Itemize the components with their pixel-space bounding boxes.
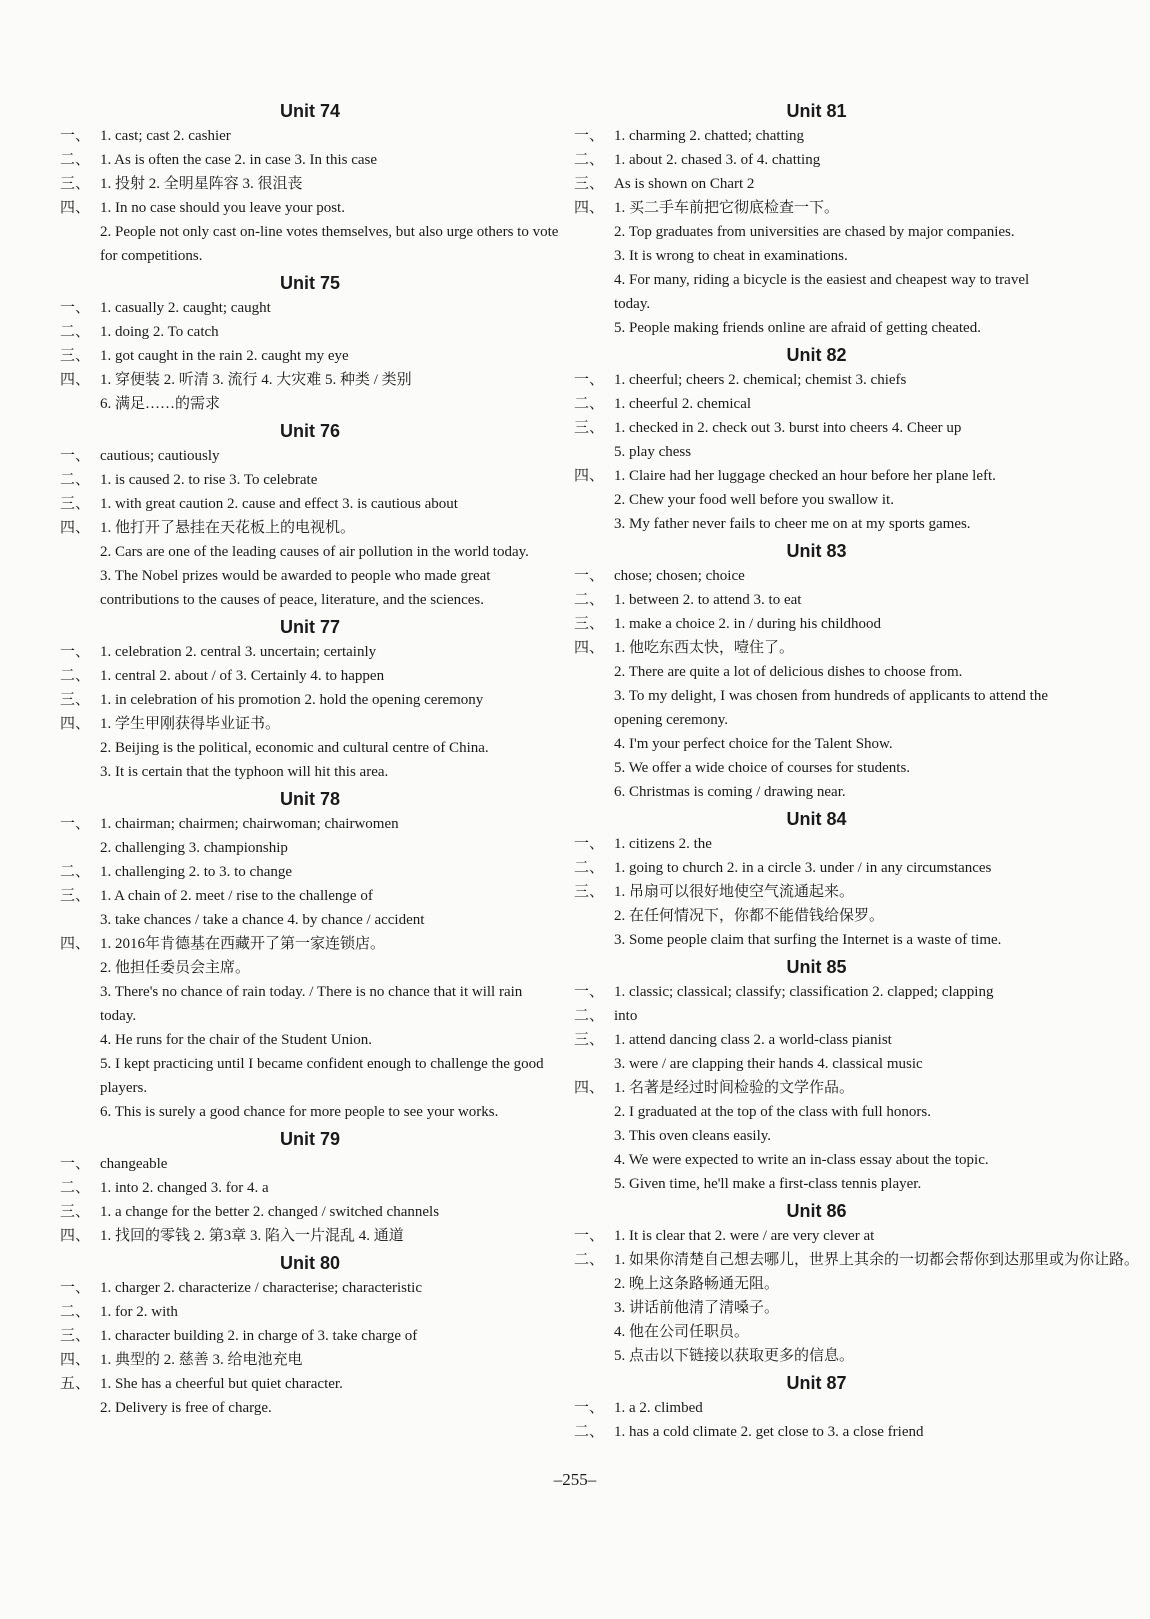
answer-line	[574, 780, 1059, 804]
answer-text: 5. People making friends online are afraid of getting cheated.	[614, 320, 981, 336]
section-number: 五、	[60, 1376, 91, 1392]
answer-line	[60, 468, 560, 492]
answer-line	[574, 416, 1059, 440]
answer-text: 1. cheerful; cheers 2. chemical; chemist 3. chiefs	[614, 372, 907, 388]
answer-line	[60, 664, 560, 688]
answer-line	[574, 464, 1059, 488]
answer-line	[574, 856, 1059, 880]
answer-text: 2. 晚上这条路畅通无阻。	[614, 1276, 780, 1292]
answer-text: 2. Delivery is free of charge.	[100, 1400, 272, 1416]
answer-text: 1. A chain of 2. meet / rise to the challenge of	[100, 888, 373, 904]
left-column	[60, 96, 560, 1420]
answer-line	[574, 368, 1059, 392]
answer-text: 3. It is certain that the typhoon will hit this area.	[100, 764, 389, 780]
answer-text: 2. Chew your food well before you swallow it.	[614, 492, 894, 508]
answer-line	[60, 368, 560, 392]
answer-text: 1. about 2. chased 3. of 4. chatting	[614, 152, 821, 168]
answer-text: 1. 如果你清楚自己想去哪儿，世界上其余的一切都会帮你到达那里或为你让路。	[614, 1252, 1140, 1268]
answer-text: 4. For many, riding a bicycle is the easiest and cheapest way to travel today.	[614, 272, 1030, 312]
answer-line	[574, 1028, 1059, 1052]
answer-line	[60, 1348, 560, 1372]
answer-text: 1. 吊扇可以很好地使空气流通起来。	[614, 884, 855, 900]
answer-line	[574, 980, 1059, 1004]
section-number: 三、	[60, 176, 91, 192]
answer-line	[574, 1224, 1059, 1248]
section-number: 二、	[60, 668, 91, 684]
answer-line	[574, 660, 1059, 684]
answer-text: 1. 他吃东西太快，噎住了。	[614, 640, 795, 656]
section-number: 一、	[574, 984, 605, 1000]
answer-line	[574, 732, 1059, 756]
answer-line	[60, 392, 560, 416]
answer-text: 1. It is clear that 2. were / are very clever at	[614, 1228, 875, 1244]
answer-line	[60, 980, 560, 1028]
answer-text: 1. She has a cheerful but quiet character.	[100, 1376, 343, 1392]
answer-text: chose; chosen; choice	[614, 568, 745, 584]
answer-text: 2. People not only cast on-line votes themselves, but also urge others to vote for competitions.	[100, 224, 559, 264]
answer-line	[574, 832, 1059, 856]
answer-text: 1. has a cold climate 2. get close to 3. a close friend	[614, 1424, 924, 1440]
answer-text: 3. take chances / take a chance 4. by chance / accident	[100, 912, 425, 928]
answer-text: 1. doing 2. To catch	[100, 324, 219, 340]
section-number: 一、	[574, 372, 605, 388]
answer-text: 2. There are quite a lot of delicious dishes to choose from.	[614, 664, 963, 680]
answer-text: 3. 讲话前他清了清嗓子。	[614, 1300, 780, 1316]
answer-line	[60, 444, 560, 468]
answer-line	[60, 196, 560, 220]
section-number: 二、	[574, 1424, 605, 1440]
answer-line	[60, 1324, 560, 1348]
unit-title: Unit 85	[786, 957, 847, 977]
answer-text: 1. charming 2. chatted; chatting	[614, 128, 804, 144]
unit-title: Unit 78	[279, 789, 340, 809]
answer-text: As is shown on Chart 2	[614, 176, 755, 192]
answer-line	[574, 1344, 1059, 1368]
section-number: 一、	[60, 300, 91, 316]
section-number: 三、	[574, 420, 605, 436]
unit-title: Unit 82	[786, 345, 847, 365]
answer-line	[60, 540, 560, 564]
answer-line	[574, 684, 1059, 732]
answer-text: 1. for 2. with	[100, 1304, 178, 1320]
section-number: 一、	[574, 568, 605, 584]
answer-text: 2. challenging 3. championship	[100, 840, 288, 856]
answer-text: 4. 他在公司任职员。	[614, 1324, 750, 1340]
section-number: 四、	[574, 200, 605, 216]
answer-line	[574, 392, 1059, 416]
section-number: 二、	[574, 1252, 605, 1268]
answer-line	[60, 688, 560, 712]
answer-text: 1. make a choice 2. in / during his childhood	[614, 616, 882, 632]
answer-text: 4. I'm your perfect choice for the Talent Show.	[614, 736, 893, 752]
answer-line	[60, 172, 560, 196]
answer-text: 4. He runs for the chair of the Student Union.	[100, 1032, 373, 1048]
answer-text: 5. We offer a wide choice of courses for students.	[614, 760, 911, 776]
answer-line	[574, 928, 1059, 952]
answer-text: 3. Some people claim that surfing the Internet is a waste of time.	[614, 932, 1002, 948]
answer-text: 2. Cars are one of the leading causes of air pollution in the world today.	[100, 544, 529, 560]
answer-line	[60, 1100, 560, 1124]
section-number: 二、	[60, 1180, 91, 1196]
answer-line	[574, 268, 1059, 316]
answer-line	[574, 1248, 1140, 1272]
answer-line	[60, 836, 560, 860]
answer-line	[574, 904, 1059, 928]
answer-text: 3. To my delight, I was chosen from hundreds of applicants to attend the opening ceremony.	[614, 688, 1048, 728]
answer-line	[60, 1396, 560, 1420]
answer-line	[574, 196, 1059, 220]
answer-line	[574, 588, 1059, 612]
answer-text: 1. In no case should you leave your post.	[100, 200, 345, 216]
section-number: 四、	[60, 200, 91, 216]
answer-line	[574, 880, 1059, 904]
answer-line	[60, 1300, 560, 1324]
unit-title: Unit 80	[279, 1253, 340, 1273]
answer-text: 1. 穿便装 2. 听清 3. 流行 4. 大灾难 5. 种类 / 类别	[100, 372, 412, 388]
section-number: 二、	[574, 1008, 605, 1024]
answer-text: 1. attend dancing class 2. a world-class pianist	[614, 1032, 892, 1048]
section-number: 三、	[574, 176, 605, 192]
section-number: 一、	[574, 1400, 605, 1416]
answer-line	[60, 908, 560, 932]
answer-line	[574, 1148, 1059, 1172]
section-number: 二、	[574, 152, 605, 168]
answer-text: 5. Given time, he'll make a first-class tennis player.	[614, 1176, 922, 1192]
section-number: 三、	[60, 692, 91, 708]
unit-title: Unit 84	[786, 809, 847, 829]
answer-line	[60, 1276, 560, 1300]
section-number: 三、	[60, 1328, 91, 1344]
answer-text: 1. 他打开了悬挂在天花板上的电视机。	[100, 520, 356, 536]
answer-line	[60, 956, 560, 980]
answer-line	[574, 512, 1059, 536]
unit-title: Unit 87	[786, 1373, 847, 1393]
section-number: 二、	[574, 592, 605, 608]
answer-text: 1. As is often the case 2. in case 3. In this case	[100, 152, 378, 168]
answer-line	[574, 1172, 1059, 1196]
answer-text: 1. Claire had her luggage checked an hour before her plane left.	[614, 468, 996, 484]
answer-text: 1. into 2. changed 3. for 4. a	[100, 1180, 269, 1196]
answer-text: 1. with great caution 2. cause and effect 3. is cautious about	[100, 496, 458, 512]
answer-text: 2. 他担任委员会主席。	[100, 960, 251, 976]
answer-line	[574, 1396, 1059, 1420]
answer-text: 2. Beijing is the political, economic and cultural centre of China.	[100, 740, 489, 756]
answer-text: 1. challenging 2. to 3. to change	[100, 864, 293, 880]
answer-line	[574, 564, 1059, 588]
answer-text: 1. 典型的 2. 慈善 3. 给电池充电	[100, 1352, 303, 1368]
answer-text: 5. play chess	[614, 444, 692, 460]
answer-line	[574, 440, 1059, 464]
answer-text: 1. going to church 2. in a circle 3. under / in any circumstances	[614, 860, 992, 876]
answer-text: 1. charger 2. characterize / characterise; characteristic	[100, 1280, 423, 1296]
unit-title: Unit 77	[279, 617, 340, 637]
answer-line	[60, 1176, 560, 1200]
section-number: 一、	[574, 128, 605, 144]
answer-line	[574, 172, 1059, 196]
answer-line	[60, 516, 560, 540]
answer-text: 1. got caught in the rain 2. caught my eye	[100, 348, 349, 364]
answer-line	[574, 1272, 1059, 1296]
answer-text: 1. 买二手车前把它彻底检查一下。	[614, 200, 840, 216]
section-number: 三、	[60, 496, 91, 512]
section-number: 二、	[574, 860, 605, 876]
section-number: 三、	[574, 1032, 605, 1048]
section-number: 三、	[574, 884, 605, 900]
answer-line	[574, 148, 1059, 172]
answer-line	[574, 1420, 1059, 1444]
section-number: 三、	[60, 348, 91, 364]
unit-title: Unit 83	[786, 541, 847, 561]
answer-text: changeable	[100, 1156, 168, 1172]
answer-line	[60, 320, 560, 344]
section-number: 四、	[60, 1352, 91, 1368]
answer-text: 2. I graduated at the top of the class with full honors.	[614, 1104, 932, 1120]
answer-line	[60, 344, 560, 368]
answer-text: 1. 找回的零钱 2. 第3章 3. 陷入一片混乱 4. 通道	[100, 1228, 404, 1244]
answer-text: 1. central 2. about / of 3. Certainly 4. to happen	[100, 668, 385, 684]
section-number: 一、	[574, 836, 605, 852]
section-number: 一、	[60, 816, 91, 832]
answer-text: 3. My father never fails to cheer me on at my sports games.	[614, 516, 971, 532]
section-number: 四、	[574, 640, 605, 656]
answer-text: 4. We were expected to write an in-class essay about the topic.	[614, 1152, 989, 1168]
answer-line	[574, 1052, 1059, 1076]
page-number: –255–	[553, 1470, 597, 1489]
answer-text: 1. 投射 2. 全明星阵容 3. 很沮丧	[100, 176, 303, 192]
section-number: 一、	[60, 448, 91, 464]
section-number: 四、	[60, 1228, 91, 1244]
answer-line	[574, 488, 1059, 512]
answer-text: 1. is caused 2. to rise 3. To celebrate	[100, 472, 318, 488]
section-number: 二、	[60, 864, 91, 880]
answer-text: 3. This oven cleans easily.	[614, 1128, 772, 1144]
answer-line	[574, 1296, 1059, 1320]
section-number: 一、	[60, 128, 91, 144]
unit-title: Unit 86	[786, 1201, 847, 1221]
answer-text: 6. Christmas is coming / drawing near.	[614, 784, 846, 800]
unit-title: Unit 74	[279, 101, 340, 121]
answer-line	[60, 564, 560, 612]
answer-line	[60, 124, 560, 148]
section-number: 四、	[574, 1080, 605, 1096]
answer-line	[574, 220, 1059, 244]
answer-text: 1. checked in 2. check out 3. burst into cheers 4. Cheer up	[614, 420, 962, 436]
answer-text: 2. Top graduates from universities are chased by major companies.	[614, 224, 1015, 240]
answer-line	[60, 148, 560, 172]
answer-line	[574, 756, 1059, 780]
answer-text: 1. 名著是经过时间检验的文学作品。	[614, 1080, 855, 1096]
answer-text: 1. cast; cast 2. cashier	[100, 128, 231, 144]
answer-text: 3. The Nobel prizes would be awarded to people who made great contributions to the causes of peace, literature, and the sciences.	[100, 568, 491, 608]
answer-text: 1. casually 2. caught; caught	[100, 300, 271, 316]
answer-text: 5. 点击以下链接以获取更多的信息。	[614, 1348, 855, 1364]
answer-text: 1. chairman; chairmen; chairwoman; chairwomen	[100, 816, 399, 832]
answer-line	[60, 492, 560, 516]
answer-line	[574, 124, 1059, 148]
answer-text: 1. citizens 2. the	[614, 836, 712, 852]
answer-text: 2. 在任何情况下，你都不能借钱给保罗。	[614, 908, 885, 924]
answer-line	[60, 760, 560, 784]
right-column	[574, 96, 1140, 1444]
answer-line	[574, 244, 1059, 268]
answer-text: 1. cheerful 2. chemical	[614, 396, 752, 412]
answer-text: 1. in celebration of his promotion 2. hold the opening ceremony	[100, 692, 484, 708]
answer-text: into	[614, 1008, 638, 1024]
answer-line	[60, 640, 560, 664]
answer-line	[574, 1320, 1059, 1344]
answer-line	[60, 220, 560, 268]
answer-text: 1. celebration 2. central 3. uncertain; certainly	[100, 644, 377, 660]
section-number: 三、	[574, 616, 605, 632]
answer-line	[60, 1052, 560, 1100]
section-number: 一、	[60, 1156, 91, 1172]
answer-line	[60, 712, 560, 736]
answer-text: 1. a 2. climbed	[614, 1400, 703, 1416]
answer-text: 3. were / are clapping their hands 4. classical music	[614, 1056, 923, 1072]
answer-line	[574, 612, 1059, 636]
unit-title: Unit 79	[279, 1129, 340, 1149]
answer-text: 1. a change for the better 2. changed / switched channels	[100, 1204, 440, 1220]
section-number: 四、	[60, 716, 91, 732]
answer-line	[60, 296, 560, 320]
answer-text: 1. character building 2. in charge of 3. take charge of	[100, 1328, 418, 1344]
answer-text: 1. 学生甲刚获得毕业证书。	[100, 716, 281, 732]
section-number: 三、	[60, 888, 91, 904]
section-number: 四、	[60, 520, 91, 536]
section-number: 二、	[574, 396, 605, 412]
unit-title: Unit 76	[279, 421, 340, 441]
answer-text: 3. There's no chance of rain today. / There is no chance that it will rain today.	[100, 984, 523, 1024]
unit-title: Unit 75	[279, 273, 340, 293]
answer-line	[60, 884, 560, 908]
answer-line	[60, 1152, 560, 1176]
answer-line	[574, 316, 1059, 340]
answer-line	[60, 1200, 560, 1224]
answer-line	[60, 932, 560, 956]
section-number: 一、	[574, 1228, 605, 1244]
answer-line	[60, 1028, 560, 1052]
answer-line	[574, 636, 1059, 660]
section-number: 三、	[60, 1204, 91, 1220]
answer-text: 1. between 2. to attend 3. to eat	[614, 592, 802, 608]
answer-line	[60, 812, 560, 836]
section-number: 二、	[60, 324, 91, 340]
answer-text: 3. It is wrong to cheat in examinations.	[614, 248, 848, 264]
answer-line	[60, 860, 560, 884]
section-number: 二、	[60, 152, 91, 168]
answer-line	[574, 1076, 1059, 1100]
answer-text: cautious; cautiously	[100, 448, 220, 464]
section-number: 一、	[60, 644, 91, 660]
answer-text: 1. 2016年肯德基在西藏开了第一家连锁店。	[100, 936, 386, 952]
answer-line	[574, 1100, 1059, 1124]
section-number: 一、	[60, 1280, 91, 1296]
answer-text: 6. This is surely a good chance for more people to see your works.	[100, 1104, 499, 1120]
answer-line	[60, 1372, 560, 1396]
answer-line	[574, 1004, 1059, 1028]
section-number: 四、	[574, 468, 605, 484]
answer-line	[574, 1124, 1059, 1148]
section-number: 四、	[60, 936, 91, 952]
section-number: 二、	[60, 1304, 91, 1320]
answer-text: 6. 满足……的需求	[100, 396, 221, 412]
answer-line	[60, 736, 560, 760]
section-number: 四、	[60, 372, 91, 388]
answer-line	[60, 1224, 560, 1248]
unit-title: Unit 81	[786, 101, 847, 121]
answer-text: 5. I kept practicing until I became confident enough to challenge the good players.	[100, 1056, 544, 1096]
answer-text: 1. classic; classical; classify; classification 2. clapped; clapping	[614, 984, 994, 1000]
section-number: 二、	[60, 472, 91, 488]
